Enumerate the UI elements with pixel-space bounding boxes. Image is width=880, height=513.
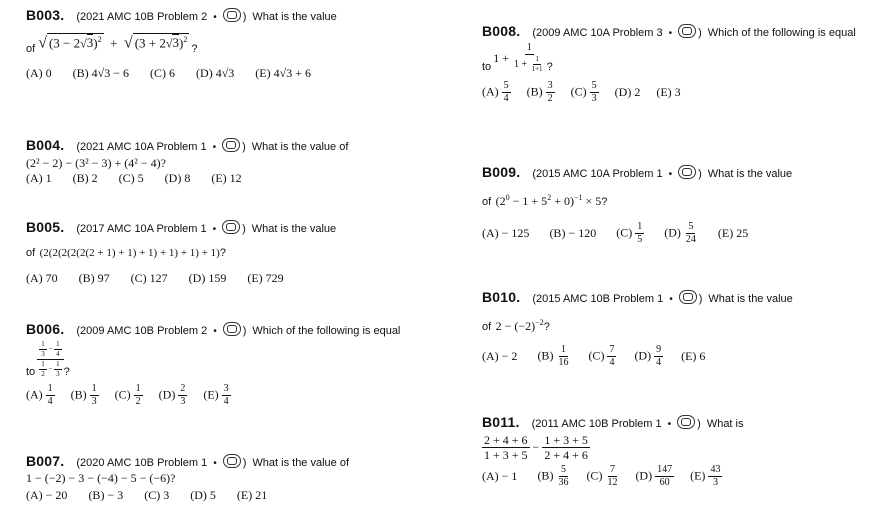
answer-label: (E) xyxy=(690,468,706,483)
lead-word: of xyxy=(26,247,36,259)
problem-header xyxy=(482,413,744,430)
answer-label: (C) xyxy=(114,387,131,402)
answer-label: (E) xyxy=(203,387,219,402)
answer-e[interactable]: (E) 3 xyxy=(656,85,681,99)
answer-a[interactable]: (A) 70 xyxy=(26,271,58,285)
problem-prompt: What is the value xyxy=(708,293,793,305)
math-expression: $\frac{1}{3}$ − $\frac{1}{4}$ $\frac{1}{2}$ − $\frac{1}{3}$ xyxy=(37,341,63,378)
answer-c[interactable]: (C) $\frac{7}{12}$ xyxy=(586,464,618,488)
answer-e[interactable]: (E) 729 xyxy=(247,271,284,285)
problem-expression: 1 − (−2) − 3 − (−4) − 5 − (−6)? xyxy=(26,471,176,485)
problem-b009 xyxy=(482,163,792,245)
answer-e[interactable]: (E) 6 xyxy=(681,349,706,363)
problem-header xyxy=(26,6,337,23)
problem-id: B006. xyxy=(26,321,65,337)
answer-d[interactable]: (D) 8 xyxy=(164,171,191,185)
answer-label: (D) xyxy=(664,225,681,240)
problem-b007 xyxy=(26,452,349,503)
answer-e[interactable]: (E) 4√3 + 6 xyxy=(255,66,311,81)
question-mark: ? xyxy=(546,61,553,73)
problem-header xyxy=(26,136,348,153)
problem-prompt: What is the value xyxy=(707,168,793,180)
pencil-in-box-icon[interactable] xyxy=(679,290,697,304)
problem-source[interactable]: (2015 AMC 10A Problem 1 xyxy=(532,168,663,180)
close-paren: ) xyxy=(242,223,246,235)
math-expression: √ $(3 - 2√3)^2$ + √ $(3 + 2√3)^2$ xyxy=(38,34,188,52)
problem-expression: $\frac{2 + 4 + 6}{1 + 3 + 5}$ − $\frac{1 + 3 + 5}{2 + 4 + 6}$ xyxy=(484,433,588,462)
bullet: • xyxy=(212,142,217,153)
answer-choices xyxy=(482,222,792,245)
answer-label: (A) xyxy=(26,387,43,402)
answer-label: (D) xyxy=(635,468,653,483)
pencil-in-box-icon[interactable] xyxy=(223,454,241,468)
answer-a[interactable]: (A) $\frac{1}{4}$ xyxy=(26,383,53,407)
bullet: • xyxy=(213,458,217,469)
pencil-in-box-icon[interactable] xyxy=(678,165,696,179)
problem-id: B010. xyxy=(482,289,521,305)
answer-label: (C) xyxy=(588,348,605,363)
answer-a[interactable]: (A) − 125 xyxy=(482,226,530,240)
answer-c[interactable]: (C) $\frac{7}{4}$ xyxy=(588,344,615,368)
problem-b008 xyxy=(482,22,856,104)
answer-d[interactable]: (D) 4√3 xyxy=(196,66,235,81)
answer-a[interactable]: (A) 1 xyxy=(26,171,52,185)
bullet: • xyxy=(668,169,673,180)
answer-label: (B) xyxy=(526,84,543,99)
answer-d[interactable]: (D) $\frac{147}{60}$ xyxy=(635,464,673,488)
answer-choices xyxy=(26,384,400,407)
problem-prompt: Which of the following is equal xyxy=(252,325,401,337)
answer-label: (B) xyxy=(70,387,87,402)
lead-word: of xyxy=(482,321,492,333)
answer-b[interactable]: (B) 97 xyxy=(78,271,110,285)
answer-choices xyxy=(26,171,348,186)
answer-label: (C) xyxy=(570,84,587,99)
problem-header xyxy=(482,288,793,305)
answer-e[interactable]: (E) $\frac{43}{3}$ xyxy=(690,464,721,488)
answer-label: (D) xyxy=(634,348,652,363)
math-expression: $2 - (-2)^{-2}$ xyxy=(495,318,544,333)
answer-b[interactable]: (B) − 3 xyxy=(88,488,124,502)
question-mark: ? xyxy=(601,196,608,208)
answer-label: (A) xyxy=(482,84,499,99)
bullet: • xyxy=(213,12,217,23)
answer-d[interactable]: (D) 159 xyxy=(188,271,227,285)
close-paren: ) xyxy=(698,168,702,180)
problem-b004 xyxy=(26,136,348,186)
answer-choices xyxy=(26,271,336,286)
answer-d[interactable]: (D) $\frac{5}{24}$ xyxy=(664,221,696,245)
answer-d[interactable]: (D) $\frac{9}{4}$ xyxy=(634,344,662,368)
problem-source[interactable]: (2020 AMC 10B Problem 1 xyxy=(76,457,208,469)
close-paren: ) xyxy=(242,141,246,153)
answer-choices xyxy=(482,465,744,488)
answer-label: (B) xyxy=(537,468,554,483)
answer-choices xyxy=(482,81,856,104)
problem-expression xyxy=(26,33,337,55)
close-paren: ) xyxy=(242,325,247,337)
problem-source[interactable]: (2011 AMC 10B Problem 1 xyxy=(531,418,662,430)
math-expression: 1 + 1 1 + $\frac{1}{1+1}$ xyxy=(493,42,543,73)
answer-c[interactable]: (C) 3 xyxy=(144,488,170,502)
close-paren: ) xyxy=(698,27,702,39)
answer-c[interactable]: (C) 127 xyxy=(130,271,168,285)
math-expression: $(2^0 - 1 + 5^2 + 0)^{-1} \times 5$ xyxy=(495,193,602,208)
answer-label: (B) xyxy=(537,348,554,363)
close-paren: ) xyxy=(697,418,701,430)
problem-expression: (2² − 2) − (3² − 3) + (4² − 4)? xyxy=(26,156,166,170)
problem-expression xyxy=(482,192,792,210)
question-mark: ? xyxy=(219,247,226,259)
question-mark: ? xyxy=(191,42,198,55)
answer-c[interactable]: (C) $\frac{1}{5}$ xyxy=(616,221,643,245)
bullet: • xyxy=(669,294,673,305)
answer-a[interactable]: (A) − 2 xyxy=(482,349,518,363)
answer-a[interactable]: (A) 0 xyxy=(26,66,52,81)
answer-e[interactable]: (E) 12 xyxy=(211,171,242,185)
answer-c[interactable]: (C) $\frac{5}{3}$ xyxy=(570,80,597,104)
problem-id: B005. xyxy=(26,219,65,235)
problem-header xyxy=(26,452,349,469)
problem-prompt: What is the value xyxy=(251,223,337,235)
problem-header xyxy=(482,163,792,180)
problem-id: B011. xyxy=(482,414,520,430)
answer-label: (D) xyxy=(158,387,176,402)
pencil-in-box-icon[interactable] xyxy=(222,220,240,234)
answer-choices xyxy=(26,488,349,503)
pencil-in-box-icon[interactable] xyxy=(223,322,241,336)
answer-choices xyxy=(482,345,793,368)
answer-b[interactable]: (B) $\frac{1}{16}$ xyxy=(537,344,569,368)
answer-e[interactable]: (E) $\frac{3}{4}$ xyxy=(203,383,229,407)
lead-word: to xyxy=(26,366,36,378)
problem-prompt: What is the value of xyxy=(252,457,350,469)
problem-header xyxy=(26,320,400,337)
problem-expression xyxy=(482,43,856,73)
bullet: • xyxy=(667,419,672,430)
close-paren: ) xyxy=(242,11,247,23)
problem-b006 xyxy=(26,320,400,407)
problem-header xyxy=(482,22,856,39)
answer-choices xyxy=(26,66,337,81)
problem-source[interactable]: (2021 AMC 10B Problem 2 xyxy=(76,11,208,23)
problem-expression xyxy=(26,341,400,378)
problem-source[interactable]: (2009 AMC 10B Problem 2 xyxy=(76,325,208,337)
pencil-in-box-icon[interactable] xyxy=(678,24,696,38)
answer-a[interactable]: (A) $\frac{5}{4}$ xyxy=(482,80,509,104)
lead-word: of xyxy=(26,42,36,55)
answer-d[interactable]: (D) 2 xyxy=(614,85,641,99)
answer-c[interactable]: (C) 5 xyxy=(118,171,144,185)
answer-b[interactable]: (B) $\frac{1}{3}$ xyxy=(70,383,97,407)
problem-b011 xyxy=(482,413,744,488)
answer-e[interactable]: (E) 21 xyxy=(236,488,268,502)
problem-expression xyxy=(482,317,793,335)
problem-b010 xyxy=(482,288,793,368)
bullet: • xyxy=(212,224,217,235)
answer-a[interactable]: (A) − 1 xyxy=(482,469,518,483)
answer-c[interactable]: (C) 6 xyxy=(150,66,176,81)
problem-b005 xyxy=(26,218,336,286)
answer-c[interactable]: (C) $\frac{1}{2}$ xyxy=(114,383,141,407)
problem-id: B007. xyxy=(26,453,65,469)
answer-d[interactable]: (D) $\frac{2}{3}$ xyxy=(158,383,186,407)
problem-prompt: Which of the following is equal xyxy=(707,27,856,39)
answer-b[interactable]: (B) 2 xyxy=(72,171,98,185)
problem-source[interactable]: (2017 AMC 10A Problem 1 xyxy=(76,223,207,235)
close-paren: ) xyxy=(698,293,703,305)
pencil-in-box-icon[interactable] xyxy=(223,8,241,22)
math-expression: (2(2(2(2(2(2 + 1) + 1) + 1) + 1) + 1) + 1) xyxy=(39,247,220,259)
problem-source[interactable]: (2015 AMC 10B Problem 1 xyxy=(532,293,664,305)
answer-b[interactable]: (B) $\frac{3}{2}$ xyxy=(526,80,553,104)
problem-prompt: What is the value of xyxy=(251,141,349,153)
problem-id: B008. xyxy=(482,23,521,39)
answer-e[interactable]: (E) 25 xyxy=(717,226,749,240)
question-mark: ? xyxy=(63,366,70,378)
problem-id: B009. xyxy=(482,164,521,180)
close-paren: ) xyxy=(242,457,247,469)
problem-prompt: What is the value xyxy=(252,11,337,23)
problem-b003 xyxy=(26,6,337,81)
answer-d[interactable]: (D) 5 xyxy=(190,488,216,502)
problem-expression xyxy=(26,243,336,261)
problem-header xyxy=(26,218,336,235)
problem-prompt: What is xyxy=(706,418,744,430)
problem-id: B003. xyxy=(26,7,65,23)
answer-a[interactable]: (A) − 20 xyxy=(26,488,68,502)
pencil-in-box-icon[interactable] xyxy=(222,138,240,152)
answer-label: (C) xyxy=(586,468,603,483)
problem-source[interactable]: (2021 AMC 10A Problem 1 xyxy=(76,141,207,153)
bullet: • xyxy=(668,28,673,39)
lead-word: of xyxy=(482,196,492,208)
answer-label: (C) xyxy=(616,225,633,240)
pencil-in-box-icon[interactable] xyxy=(677,415,695,429)
lead-word: to xyxy=(482,61,492,73)
answer-b[interactable]: (B) − 120 xyxy=(549,226,597,240)
answer-b[interactable]: (B) 4√3 − 6 xyxy=(72,66,130,81)
bullet: • xyxy=(213,326,217,337)
question-mark: ? xyxy=(543,321,550,333)
problem-id: B004. xyxy=(26,137,65,153)
answer-b[interactable]: (B) $\frac{5}{36}$ xyxy=(537,464,569,488)
problem-source[interactable]: (2009 AMC 10A Problem 3 xyxy=(532,27,663,39)
